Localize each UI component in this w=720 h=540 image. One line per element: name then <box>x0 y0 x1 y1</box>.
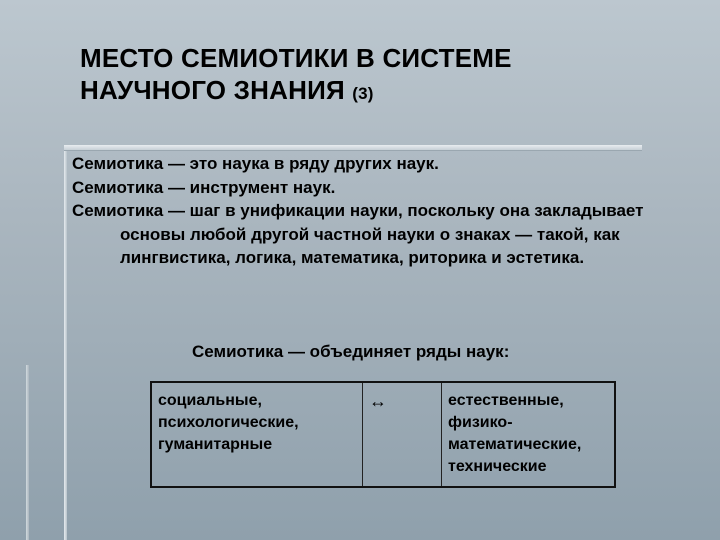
left-rule-lower <box>26 365 29 540</box>
top-rule <box>64 145 642 150</box>
title-line-2 <box>80 74 640 110</box>
slide-title <box>80 42 640 110</box>
title-line-1: МЕСТО СЕМИОТИКИ В СИСТЕМЕ <box>80 43 512 73</box>
title-suffix: (3) <box>352 84 374 103</box>
humanities-cell: социальные, психологические, гуманитарные <box>151 382 363 487</box>
bullet-1: Семиотика — это наука в ряду других наук. <box>72 154 439 173</box>
bidirectional-arrow-icon: ↔ <box>363 382 442 487</box>
natural-sciences-cell: естественные, физико-математические, технические <box>448 392 582 475</box>
table-row <box>151 382 615 487</box>
bullet-2: Семиотика — инструмент наук. <box>72 177 336 197</box>
title-line-2-text: НАУЧНОГО ЗНАНИЯ <box>80 75 345 105</box>
sciences-table <box>150 381 616 488</box>
unify-heading: Семиотика — объединяет ряды наук: <box>192 342 510 361</box>
bullet-list <box>72 152 672 270</box>
bullet-3: Семиотика — шаг в унификации науки, поскольку она закладывает основы любой другой частной науки о знаках — такой, как лингвистика, логика, математика, риторика и эстетика. <box>72 201 644 267</box>
left-rule <box>64 145 67 540</box>
